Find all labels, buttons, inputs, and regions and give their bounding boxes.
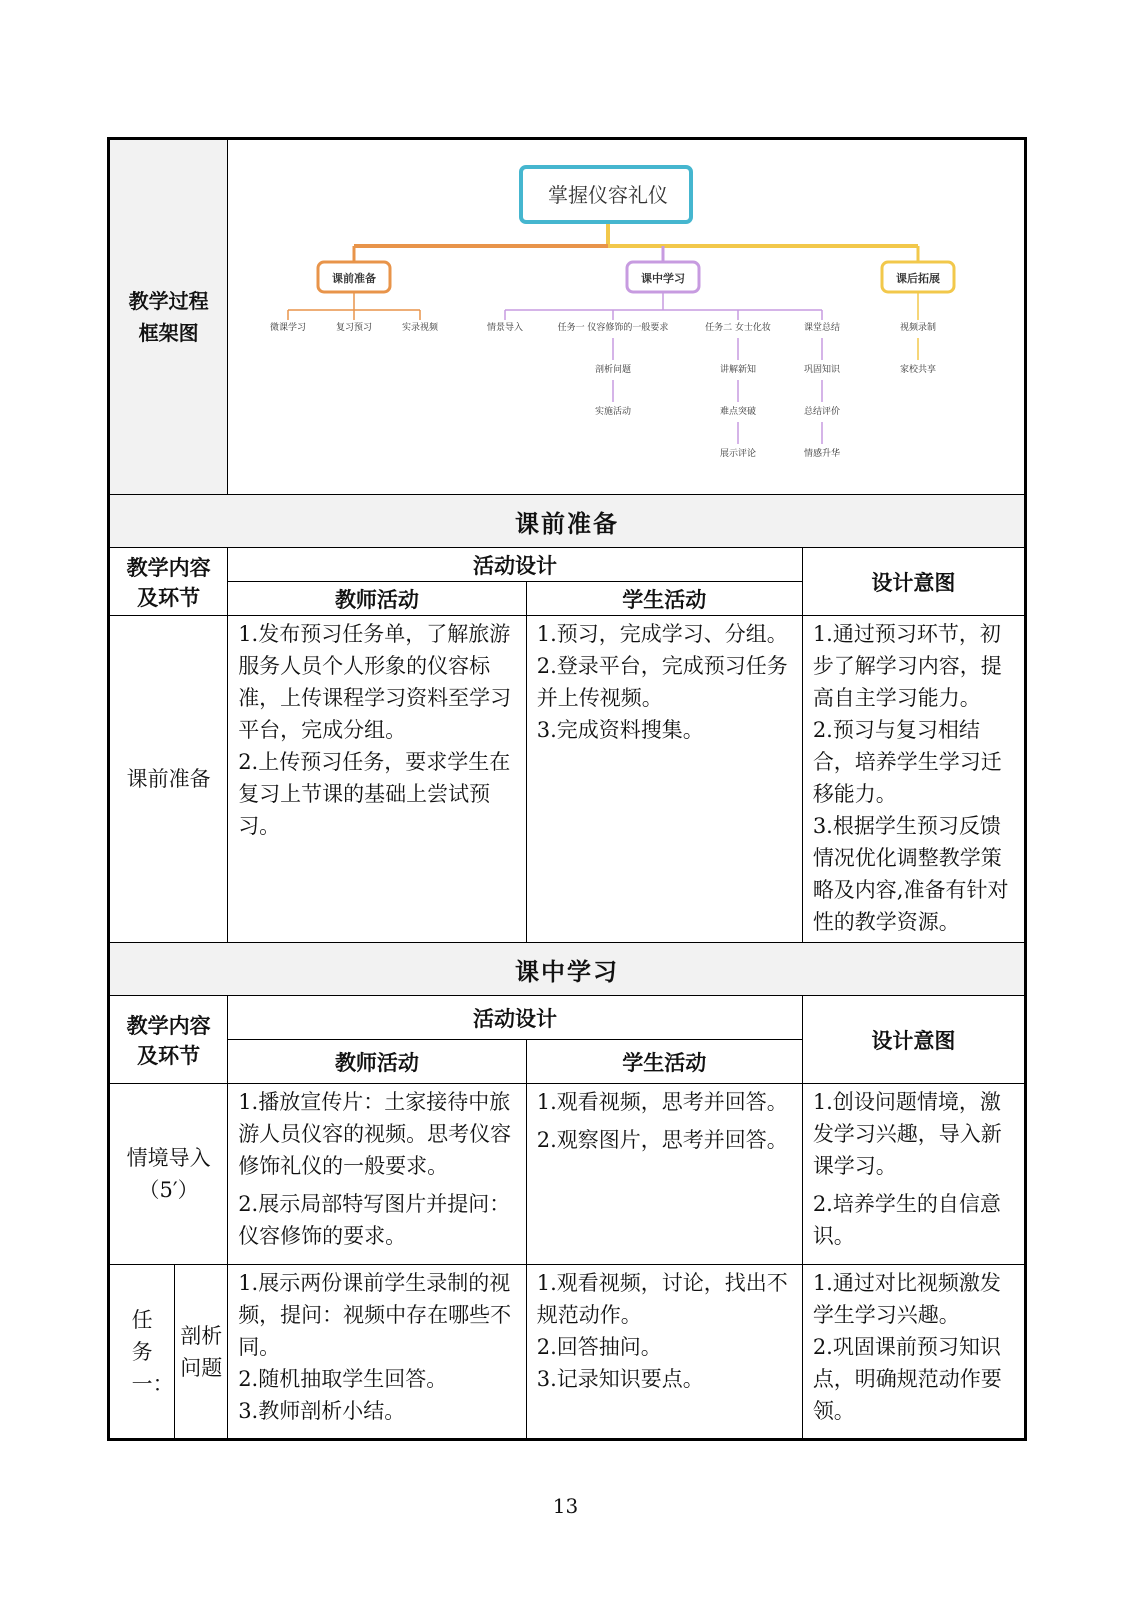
header-content: 教学内容 及环节 — [109, 548, 228, 616]
leaf-node: 剖析问题 — [595, 365, 632, 375]
leaf-node: 微课学习 — [270, 323, 307, 333]
sub-label: 剖析问题 — [180, 1323, 223, 1380]
branch-node-label: 课前准备 — [332, 272, 377, 285]
student-activity-cell: 1.观看视频，讨论，找出不规范动作。 2.回答抽问。 3.记录知识要点。 — [526, 1265, 802, 1440]
row-label-preclass: 课前准备 — [109, 616, 228, 943]
table-row — [109, 616, 1026, 943]
header-teacher: 教师活动 — [228, 1040, 527, 1084]
leaf-node: 家校共享 — [900, 365, 937, 375]
leaf-node: 实录视频 — [402, 323, 439, 333]
root-node-label: 掌握仪容礼仪 — [548, 183, 669, 207]
header-student: 学生活动 — [526, 582, 802, 616]
leaf-node: 视频录制 — [900, 323, 937, 333]
table-row — [109, 1265, 1026, 1440]
lesson-plan-table — [107, 137, 1027, 1441]
leaf-node: 巩固知识 — [804, 365, 841, 375]
header-teacher: 教师活动 — [228, 582, 527, 616]
framework-row — [109, 139, 1026, 495]
leaf-node: 讲解新知 — [720, 365, 757, 375]
leaf-node: 情感升华 — [804, 449, 841, 459]
header-activity: 活动设计 — [228, 548, 803, 582]
header-activity: 活动设计 — [228, 996, 803, 1040]
header-intent: 设计意图 — [802, 996, 1025, 1084]
design-intent-cell: 1.通过预习环节，初步了解学习内容，提高自主学习能力。 2.预习与复习相结合，培养学生学习迁移能力。 3.根据学生预习反馈情况优化调整教学策略及内容,准备有针对性的教学资源。 — [802, 616, 1025, 943]
design-intent-cell: 1.通过对比视频激发学生学习兴趣。 2.巩固课前预习知识点，明确规范动作要领。 — [802, 1265, 1025, 1440]
task-label-cell — [109, 1265, 175, 1440]
leaf-node: 展示评论 — [720, 449, 757, 459]
leaf-node: 难点突破 — [720, 407, 757, 417]
header-student: 学生活动 — [526, 1040, 802, 1084]
row-label-intro: 情境导入 （5′） — [109, 1084, 228, 1265]
framework-diagram — [228, 140, 1028, 490]
student-activity-cell: 1.观看视频，思考并回答。 2.观察图片，思考并回答。 — [526, 1084, 802, 1265]
header-content: 教学内容 及环节 — [109, 996, 228, 1084]
teacher-activity-cell: 1.展示两份课前学生录制的视频，提问：视频中存在哪些不同。 2.随机抽取学生回答。 3.教师剖析小结。 — [228, 1265, 527, 1440]
leaf-node: 任务一 仪容修饰的一般要求 — [557, 323, 669, 333]
leaf-node: 实施活动 — [595, 407, 632, 417]
task-label: 任务一： — [131, 1307, 174, 1396]
teacher-activity-cell: 1.发布预习任务单，了解旅游服务人员个人形象的仪容标准，上传课程学习资料至学习平台，完成分组。 2.上传预习任务，要求学生在复习上节课的基础上尝试预习。 — [228, 616, 527, 943]
teacher-activity-cell: 1.播放宣传片：土家接待中旅游人员仪容的视频。思考仪容修饰礼仪的一般要求。 2.展示局部特写图片并提问：仪容修饰的要求。 — [228, 1084, 527, 1265]
section-title-preclass: 课前准备 — [109, 495, 1026, 548]
leaf-node: 情景导入 — [487, 323, 524, 333]
framework-label: 教学过程 框架图 — [128, 289, 209, 345]
sub-label-cell — [175, 1265, 228, 1440]
framework-diagram-cell — [228, 139, 1026, 495]
design-intent-cell: 1.创设问题情境，激发学习兴趣，导入新课学习。 2.培养学生的自信意识。 — [802, 1084, 1025, 1265]
section-title-inclass: 课中学习 — [109, 943, 1026, 996]
leaf-node: 任务二 女士化妆 — [705, 323, 772, 333]
leaf-node: 总结评价 — [804, 407, 841, 417]
table-row — [109, 1084, 1026, 1265]
branch-node-label: 课后拓展 — [896, 272, 941, 285]
leaf-node: 复习预习 — [336, 323, 373, 333]
header-intent: 设计意图 — [802, 548, 1025, 616]
branch-node-label: 课中学习 — [641, 272, 686, 285]
page-number: 13 — [552, 1494, 579, 1518]
leaf-node: 课堂总结 — [804, 323, 841, 333]
framework-label-cell — [109, 139, 228, 495]
student-activity-cell: 1.预习，完成学习、分组。 2.登录平台，完成预习任务并上传视频。 3.完成资料搜集。 — [526, 616, 802, 943]
